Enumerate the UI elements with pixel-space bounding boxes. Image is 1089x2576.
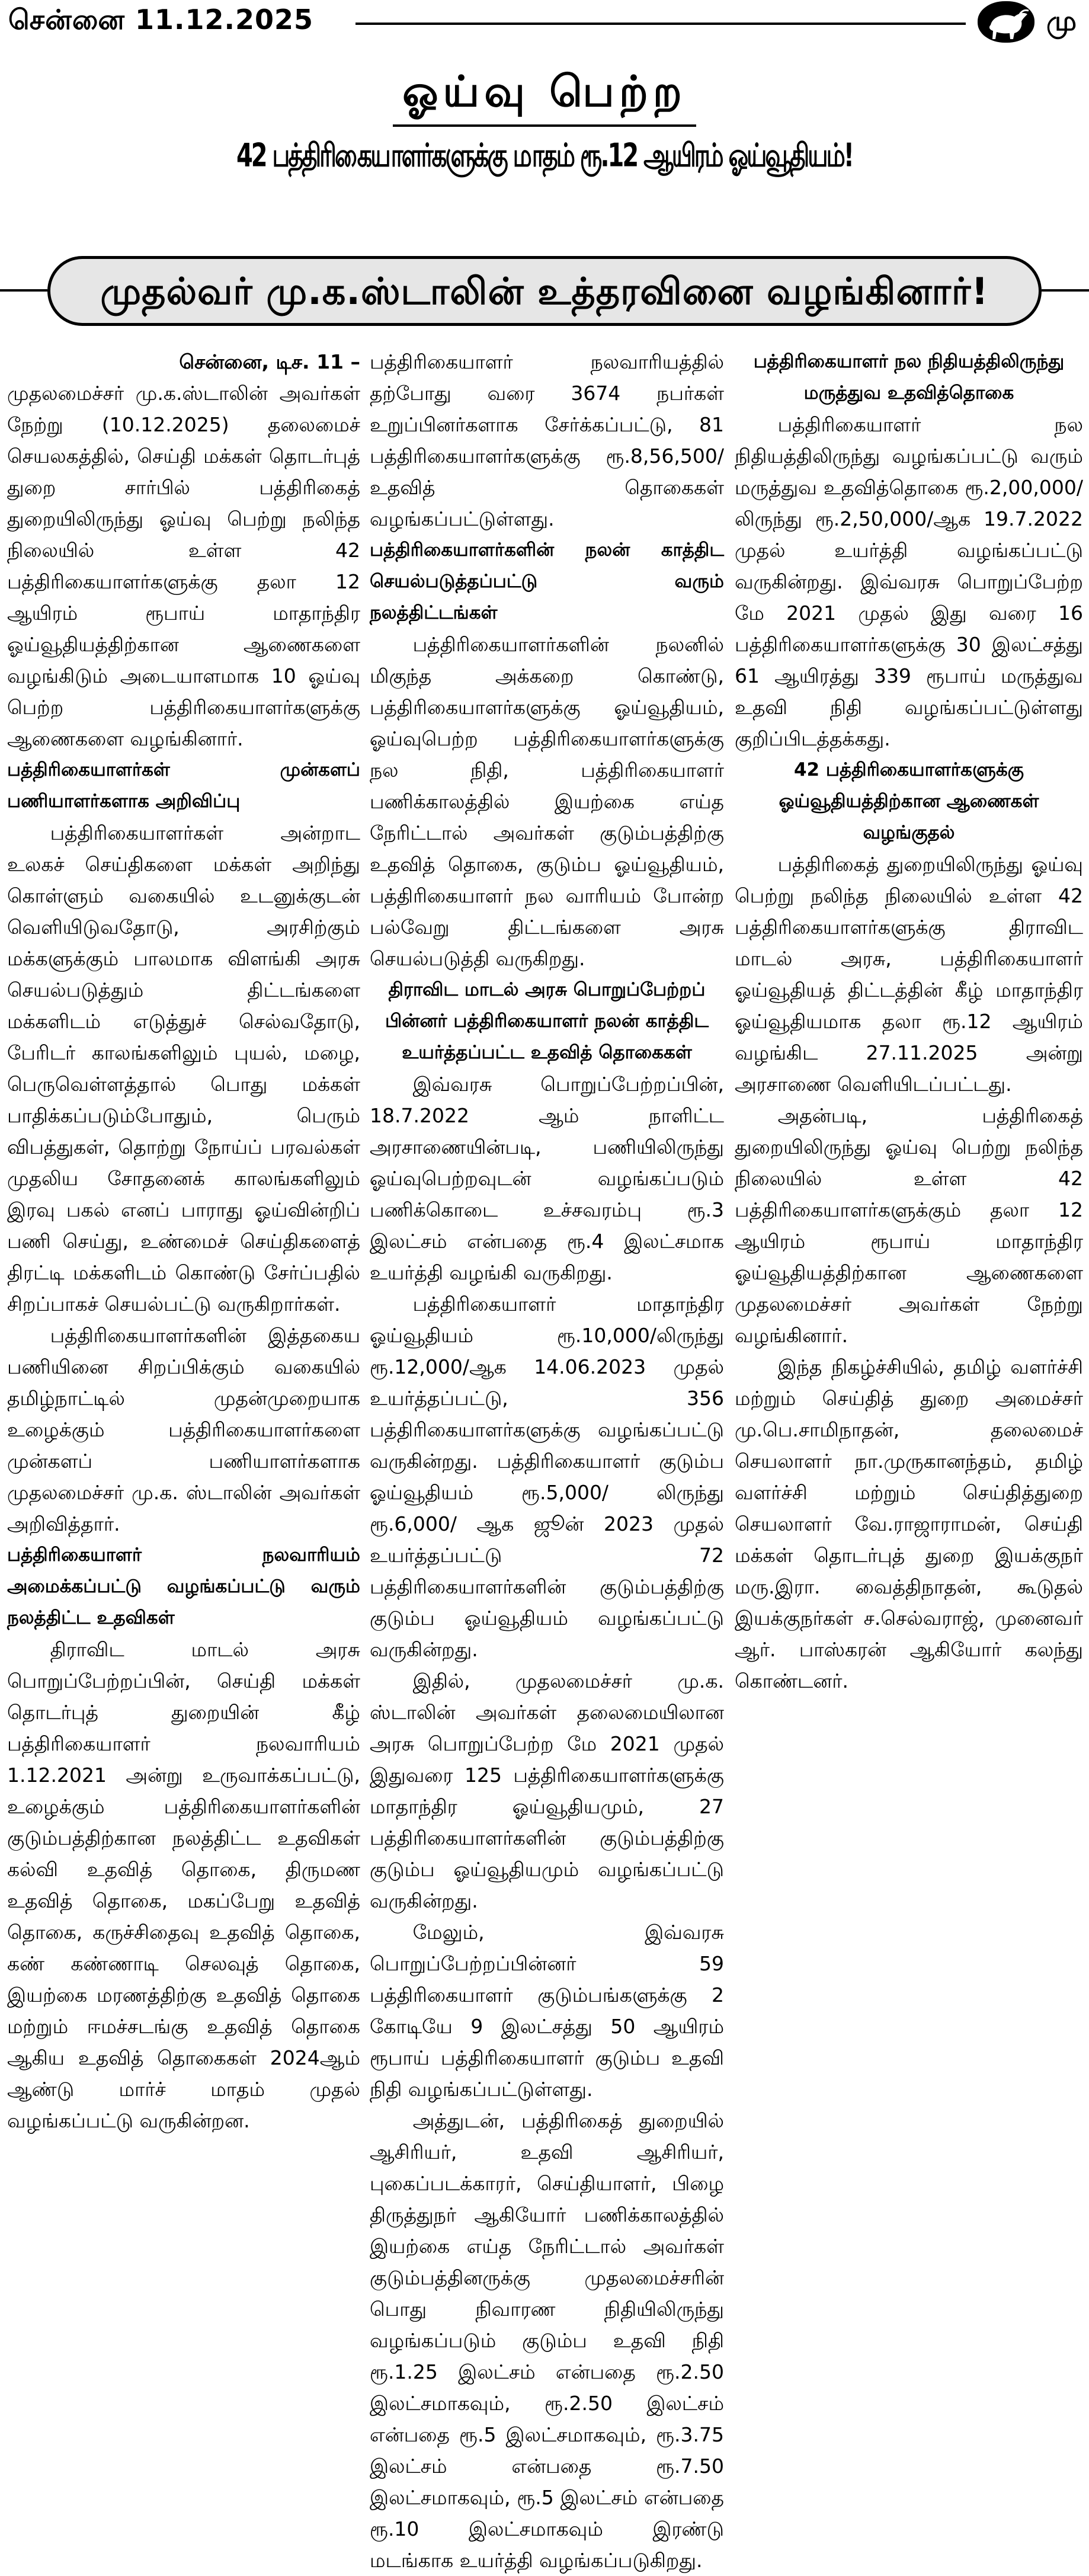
kicker <box>0 66 1089 127</box>
column-1 <box>7 346 360 2132</box>
paragraph: இதில், முதலமைச்சர் மு.க. ஸ்டாலின் அவர்கள் தலைமையிலான அரசு பொறுப்பேற்ற மே 2021 முதல் இதுவரை 125 பத்திரிகையாளர்களுக்கு மாதாந்திர ஓய்வூதியமும், 27 பத்திரிகையாளர்களின் குடும்பத்திற்கு குடும்ப ஓய்வூதியமும் வழங்கப்பட்டு வருகின்றது. <box>370 1669 724 1912</box>
masthead-corner-text: மு <box>1046 5 1077 37</box>
paragraph: பத்திரிகையாளர் மாதாந்திர ஓய்வூதியம் ரூ.10,000/லிருந்து ரூ.12,000/ஆக 14.06.2023 முதல் உயர்த்தப்பட்டு, 356 பத்திரிகையாளர்களுக்கு வழங்கப்பட்டு வருகின்றது. பத்திரிகையாளர் குடும்ப ஓய்வூதியம் ரூ.5,000/ லிருந்து ரூ.6,000/ ஆக ஜூன் 2023 முதல் உயர்த்தப்பட்டு 72 பத்திரிகையாளர்களின் குடும்பத்திற்கு குடும்ப ஓய்வூதியம் வழங்கப்பட்டு வருகின்றது. <box>370 1292 724 1661</box>
subhead-box <box>47 256 1042 326</box>
section-heading: பத்திரிகையாளர்கள் முன்களப் பணியாளர்களாக அறிவிப்பு <box>7 759 360 812</box>
paragraph: பத்திரிகைத் துறையிலிருந்து ஓய்வு பெற்று நலிந்த நிலையில் உள்ள 42 பத்திரிகையாளர்களுக்கு திராவிட மாடல் அரசு, பத்திரிகையாளர் ஓய்வூதியத் திட்டத்தின் கீழ் மாதாந்திர ஓய்வூதியமாக தலா ரூ.12 ஆயிரம் வழங்கிட 27.11.2025 அன்று அரசாணை வெளியிடப்பட்டது. <box>735 853 1083 1096</box>
column-3 <box>735 346 1083 2121</box>
paragraph: இந்த நிகழ்ச்சியில், தமிழ் வளர்ச்சி மற்றும் செய்தித் துறை அமைச்சர் மு.பெ.சாமிநாதன், தலைமைச் செயலாளர் நா.முருகானந்தம், தமிழ் வளர்ச்சி மற்றும் செய்தித்துறை செயலாளர் வே.ராஜாராமன், செய்தி மக்கள் தொடர்புத் துறை இயக்குநர் மரு.இரா. வைத்திநாதன், கூடுதல் இயக்குநர்கள் ச.செல்வராஜ், முனைவர் ஆர். பாஸ்கரன் ஆகியோர் கலந்து கொண்டனர். <box>735 1355 1083 1692</box>
paragraph: முதலமைச்சர் மு.க.ஸ்டாலின் அவர்கள் நேற்று (10.12.2025) தலைமைச் செயலகத்தில், செய்தி மக்கள் தொடர்புத் துறை சார்பில் பத்திரிகைத் துறையிலிருந்து ஓய்வு பெற்று நலிந்த நிலையில் உள்ள 42 பத்திரிகையாளர்களுக்கு தலா 12 ஆயிரம் ரூபாய் மாதாந்திர ஓய்வூதியத்திற்கான ஆணைகளை வழங்கிடும் அடையாளமாக 10 ஓய்வு பெற்ற பத்திரிகையாளர்களுக்கு ஆணைகளை வழங்கினார். <box>7 382 360 750</box>
masthead-rule <box>355 23 966 25</box>
paragraph: பத்திரிகையாளர்களின் இத்தகைய பணியினை சிறப்பிக்கும் வகையில் தமிழ்நாட்டில் முதன்முறையாக உழைக்கும் பத்திரிகையாளர்களை முன்களப் பணியாளர்களாக முதலமைச்சர் மு.க. ஸ்டாலின் அவர்கள் அறிவித்தார். <box>7 1324 360 1535</box>
section-heading: திராவிட மாடல் அரசு பொறுப்பேற்றப் பின்னர் பத்திரிகையாளர் நலன் காத்திட உயர்த்தப்பட்ட உதவித் தொகைகள் <box>385 979 709 1063</box>
paragraph: பத்திரிகையாளர்களின் நலனில் மிகுந்த அக்கறை கொண்டு, பத்திரிகையாளர்களுக்கு ஓய்வூதியம், ஓய்வுபெற்ற பத்திரிகையாளர்களுக்கு நல நிதி, பத்திரிகையாளர் பணிக்காலத்தில் இயற்கை எய்த நேரிட்டால் அவர்கள் குடும்பத்திற்கு உதவித் தொகை, குடும்ப ஓய்வூதியம், பத்திரிகையாளர் நல வாரியம் போன்ற பல்வேறு திட்டங்களை அரசு செயல்படுத்தி வருகிறது. <box>370 633 724 970</box>
section-heading: 42 பத்திரிகையாளர்களுக்கு ஓய்வூதியத்திற்கான ஆணைகள் வழங்குதல் <box>779 759 1039 843</box>
paragraph: திராவிட மாடல் அரசு பொறுப்பேற்றப்பின், செய்தி மக்கள் தொடர்புத் துறையின் கீழ் பத்திரிகையாளர் நலவாரியம் 1.12.2021 அன்று உருவாக்கப்பட்டு, உழைக்கும் பத்திரிகையாளர்களின் குடும்பத்திற்கான நலத்திட்ட உதவிகள் கல்வி உதவித் தொகை, திருமண உதவித் தொகை, மகப்பேறு உதவித் தொகை, கருச்சிதைவு உதவித் தொகை, கண் கண்ணாடி செலவுத் தொகை, இயற்கை மரணத்திற்கு உதவித் தொகை மற்றும் ஈமச்சடங்கு உதவித் தொகை ஆகிய உதவித் தொகைகள் 2024ஆம் ஆண்டு மார்ச் மாதம் முதல் வழங்கப்பட்டு வருகின்றன. <box>7 1638 360 2132</box>
headline: 42 பத்திரிகையாளர்களுக்கு மாதம் ரூ.12 ஆயிரம் ஓய்வூதியம்! <box>236 137 853 175</box>
paragraph: அதன்படி, பத்திரிகைத் துறையிலிருந்து ஓய்வு பெற்று நலிந்த நிலையில் உள்ள 42 பத்திரிகையாளர்களுக்கும் தலா 12 ஆயிரம் ரூபாய் மாதாந்திர ஓய்வூதியத்திற்கான ஆணைகளை முதலமைச்சர் அவர்கள் நேற்று வழங்கினார். <box>735 1104 1083 1347</box>
paragraph: பத்திரிகையாளர் நல நிதியத்திலிருந்து வழங்கப்பட்டு வரும் மருத்துவ உதவித்தொகை ரூ.2,00,000/லிருந்து ரூ.2,50,000/ஆக 19.7.2022 முதல் உயர்த்தி வழங்கப்பட்டு வருகின்றது. இவ்வரசு பொறுப்பேற்ற மே 2021 முதல் இது வரை 16 பத்திரிகையாளர்களுக்கு 30 இலட்சத்து 61 ஆயிரத்து 339 ரூபாய் மருத்துவ உதவி நிதி வழங்கப்பட்டுள்ளது குறிப்பிடத்தக்கது. <box>735 413 1083 750</box>
subhead: முதல்வர் மு.க.ஸ்டாலின் உத்தரவினை வழங்கினார்! <box>100 270 989 313</box>
bull-icon <box>978 1 1034 43</box>
dateline: சென்னை 11.12.2025 <box>8 4 314 36</box>
paragraph: அத்துடன், பத்திரிகைத் துறையில் ஆசிரியர், உதவி ஆசிரியர், புகைப்படக்காரர், செய்தியாளர், பிழை திருத்துநர் ஆகியோர் பணிக்காலத்தில் இயற்கை எய்த நேரிட்டால் அவர்கள் குடும்பத்தினருக்கு முதலமைச்சரின் பொது நிவாரண நிதியிலிருந்து வழங்கப்படும் குடும்ப உதவி நிதி ரூ.1.25 இலட்சம் என்பதை ரூ.2.50 இலட்சமாகவும், ரூ.2.50 இலட்சம் என்பதை ரூ.5 இலட்சமாகவும், ரூ.3.75 இலட்சம் என்பதை ரூ.7.50 இலட்சமாகவும், ரூ.5 இலட்சம் என்பதை ரூ.10 இலட்சமாகவும் இரண்டு மடங்காக உயர்த்தி வழங்கப்படுகிறது. <box>370 2109 724 2572</box>
column-2 <box>370 346 724 2572</box>
kicker-text: ஓய்வு பெற்ற <box>393 66 696 127</box>
paragraph: இவ்வரசு பொறுப்பேற்றப்பின், 18.7.2022 ஆம் நாளிட்ட அரசாணையின்படி, பணியிலிருந்து ஓய்வுபெற்றவுடன் வழங்கப்படும் பணிக்கொடை உச்சவரம்பு ரூ.3 இலட்சம் என்பதை ரூ.4 இலட்சமாக உயர்த்தி வழங்கி வருகிறது. <box>370 1073 724 1284</box>
subhead-rule-left <box>0 289 47 292</box>
paragraph: பத்திரிகையாளர் நலவாரியத்தில் தற்போது வரை 3674 நபர்கள் உறுப்பினர்களாக சேர்க்கப்பட்டு, 81 பத்திரிகையாளர்களுக்கு ரூ.8,56,500/ உதவித் தொகைகள் வழங்கப்பட்டுள்ளது. <box>370 350 724 530</box>
section-heading: பத்திரிகையாளர் நல நிதியத்திலிருந்து மருத்துவ உதவித்தொகை <box>753 351 1065 404</box>
section-heading: பத்திரிகையாளர்களின் நலன் காத்திட செயல்படுத்தப்பட்டு வரும் நலத்திட்டங்கள் <box>370 539 724 623</box>
subhead-rule-right <box>1042 289 1089 292</box>
masthead <box>0 0 1089 47</box>
paragraph: மேலும், இவ்வரசு பொறுப்பேற்றப்பின்னர் 59 பத்திரிகையாளர் குடும்பங்களுக்கு 2 கோடியே 9 இலட்சத்து 50 ஆயிரம் ரூபாய் பத்திரிகையாளர் குடும்ப உதவி நிதி வழங்கப்பட்டுள்ளது. <box>370 1921 724 2101</box>
paragraph: பத்திரிகையாளர்கள் அன்றாட உலகச் செய்திகளை மக்கள் அறிந்து கொள்ளும் வகையில் உடனுக்குடன் வெளியிடுவதோடு, அரசிற்கும் மக்களுக்கும் பாலமாக விளங்கி அரசு செயல்படுத்தும் திட்டங்களை மக்களிடம் எடுத்துச் செல்வதோடு, பேரிடர் காலங்களிலும் புயல், மழை, பெருவெள்ளத்தால் பொது மக்கள் பாதிக்கப்படும்போதும், பெரும் விபத்துகள், தொற்று நோய்ப் பரவல்கள் முதலிய சோதனைக் காலங்களிலும் இரவு பகல் எனப் பாராது ஓய்வின்றிப் பணி செய்து, உண்மைச் செய்திகளைத் திரட்டி மக்களிடம் கொண்டு சேர்ப்பதில் சிறப்பாகச் செயல்பட்டு வருகிறார்கள். <box>7 821 360 1316</box>
article-dateline: சென்னை, டிச. 11 – <box>179 350 360 373</box>
section-heading: பத்திரிகையாளர் நலவாரியம் அமைக்கப்பட்டு வழங்கப்பட்டு வரும் நலத்திட்ட உதவிகள் <box>7 1544 360 1628</box>
